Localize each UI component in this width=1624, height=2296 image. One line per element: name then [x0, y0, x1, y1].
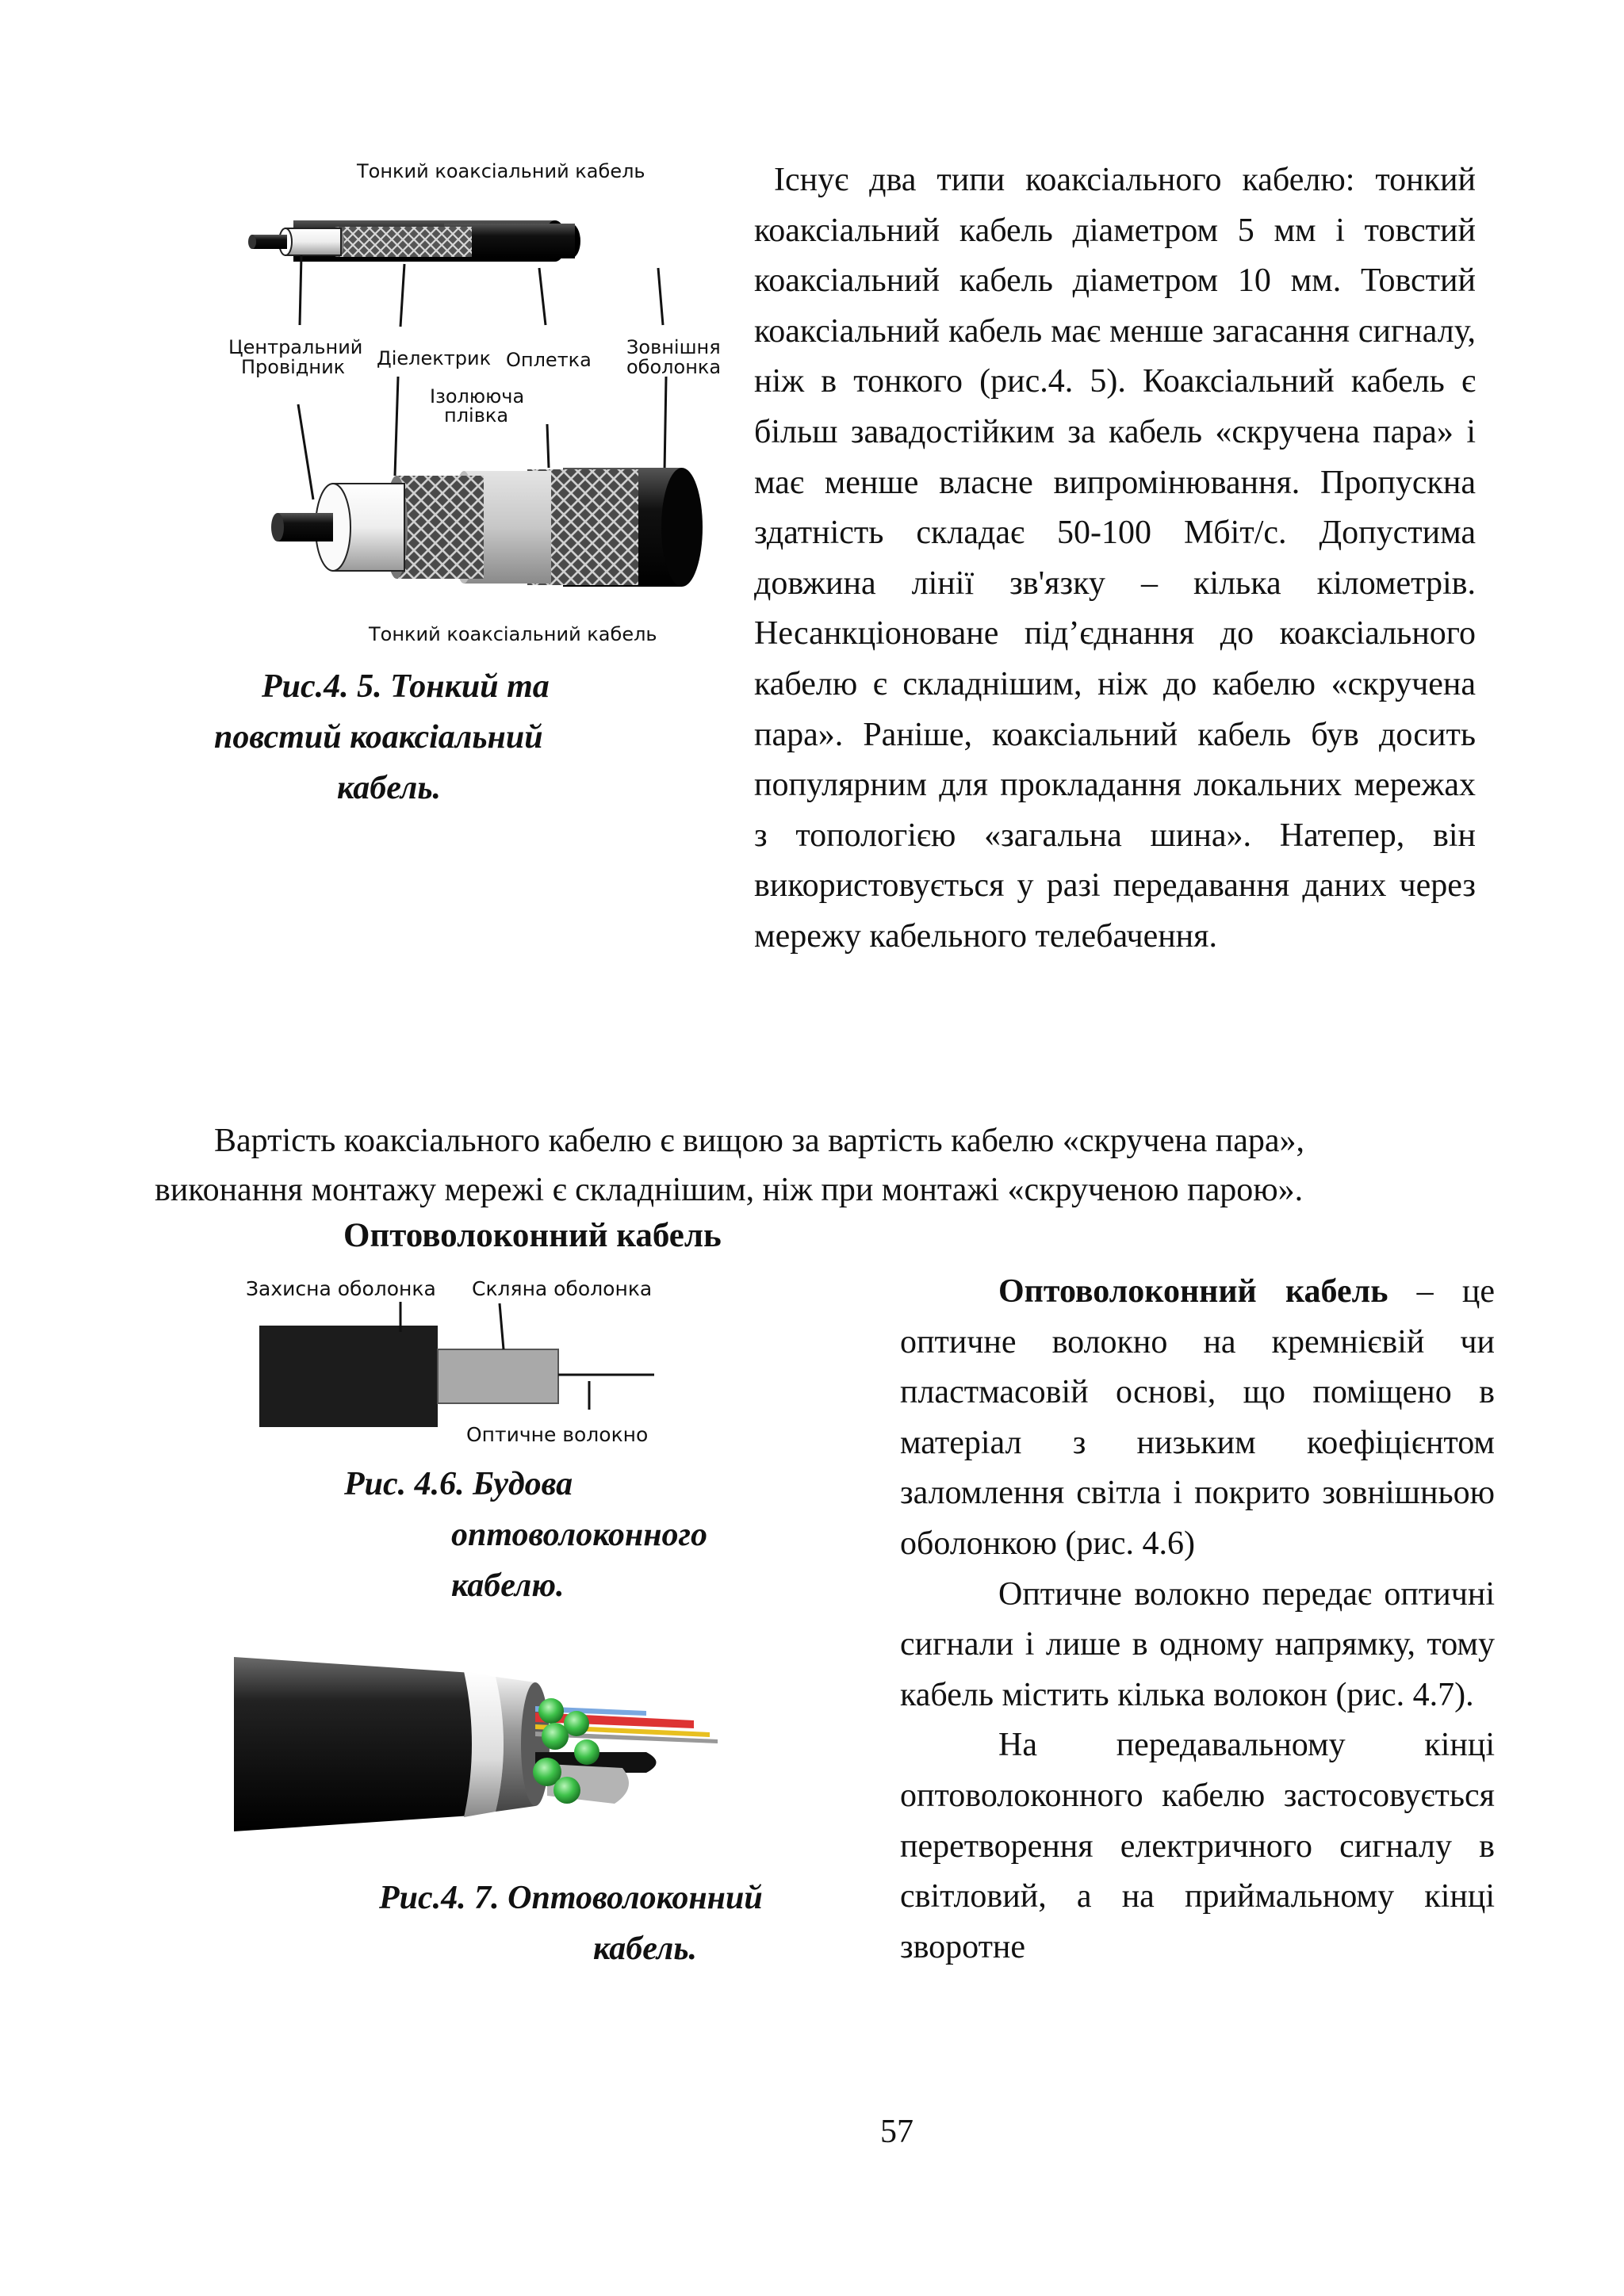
fig46-glass-label: Скляна оболонка: [472, 1277, 653, 1300]
fig45-outer-label: Зовнішня: [626, 336, 721, 358]
page-number: 57: [880, 2114, 914, 2150]
fiber-term: Оптоволоконний кабель: [998, 1273, 1388, 1310]
cost-line: виконання монтажу мережі є складнішим, ніж при монтажі «скрученою парою».: [155, 1172, 1304, 1208]
caption-line: Рис.4. 7. Оптоволоконний: [379, 1880, 763, 1916]
caption-line: оптоволоконного: [451, 1517, 708, 1553]
fiber-paragraph-2: Оптичне волокно передає оптичні сигнали і лише в одному напрямку, тому кабель містить кілька волокон (рис. 4.7).: [900, 1575, 1495, 1713]
thin-coax-cable: [248, 220, 580, 262]
fig46-protective-label: Захисна оболонка: [246, 1277, 436, 1300]
fig45-label-bottom: Тонкий коаксіальний кабель: [369, 623, 657, 645]
fiber-structure-drawing: [259, 1302, 654, 1427]
fig45-film-label: Ізолююча: [430, 385, 525, 408]
caption-line: повстий коаксіальний: [214, 719, 543, 756]
caption-line: кабель.: [337, 770, 442, 806]
caption-line: Рис. 4.6. Будова: [344, 1466, 573, 1502]
caption-line: кабель.: [593, 1931, 698, 1967]
figure-4-5-coaxial-cables: [214, 151, 737, 658]
fiber-definition: [900, 1267, 1495, 1570]
fiber-text-column: [900, 1267, 1495, 1973]
fiber-cable-drawing: [234, 1657, 718, 1831]
coax-paragraph-container: [754, 155, 1476, 962]
cost-line: Вартість коаксіального кабелю є вищою за вартість кабелю «скручена пара»,: [214, 1123, 1305, 1159]
figure-4-6-caption: [344, 1459, 707, 1611]
caption-line: кабелю.: [451, 1567, 565, 1604]
fiber-paragraph-3: На передавальному кінці оптоволоконного кабелю застосовується перетворення електричного сигналу в світловий, а на приймальному кінці зворотне: [900, 1727, 1495, 1965]
figure-4-5-caption: [214, 661, 550, 813]
figure-4-7-fiber-cable-photo: [234, 1633, 845, 1855]
figure-4-7-caption: [379, 1873, 763, 1974]
cost-paragraph: [155, 1116, 1511, 1215]
fiber-heading: Оптоволоконний кабель: [343, 1217, 722, 1254]
fig45-film-label-2: плівка: [444, 404, 509, 427]
coax-paragraph: Існує два типи коаксіального кабелю: тонкий коаксіальний кабель діаметром 5 мм і товстий коаксіальний кабель діаметром 10 мм. Товстий коаксіальний кабель має менше загасання сигналу, ніж в тонкого (рис.4. 5). Коаксіальний кабель є більш завадостійким за кабель «скручена пара» і має менше власне випромінювання. Пропускна здатність складає 50-100 Мбіт/с. Допустима довжина лінії зв'язку – кілька кілометрів. Несанкціоноване під’єднання до коаксіального кабелю є складнішим, ніж до кабелю «скручена пара». Раніше, коаксіальний кабель був досить популярним для прокладання локальних мережах з топологією «загальна шина». Натепер, він використовується у разі передавання даних через мережу кабельного телебачення.: [754, 162, 1476, 955]
fig45-dielectric-label: Діелектрик: [377, 347, 492, 369]
figure-4-6-fiber-structure: [242, 1269, 670, 1459]
fig45-central-label: Центральний: [228, 336, 363, 358]
caption-line: Рис.4. 5. Тонкий та: [262, 668, 550, 705]
fig45-pointer-lines: [298, 255, 666, 499]
fig45-braid-label: Оплетка: [506, 349, 592, 371]
fig45-central-label-2: Провідник: [241, 356, 346, 378]
thick-coax-cable: [271, 468, 703, 587]
fiber-definition-rest: – це оптичне волокно на кремнієвій чи пластмасовій основі, що поміщено в матеріал з низьким коефіцієнтом заломлення світла і покрито зовнішньою оболонкою (рис. 4.6): [900, 1273, 1495, 1562]
fig45-outer-label-2: оболонка: [626, 356, 722, 378]
fig46-fiber-label: Оптичне волокно: [466, 1423, 649, 1446]
fig45-label-top: Тонкий коаксіальний кабель: [357, 160, 645, 182]
